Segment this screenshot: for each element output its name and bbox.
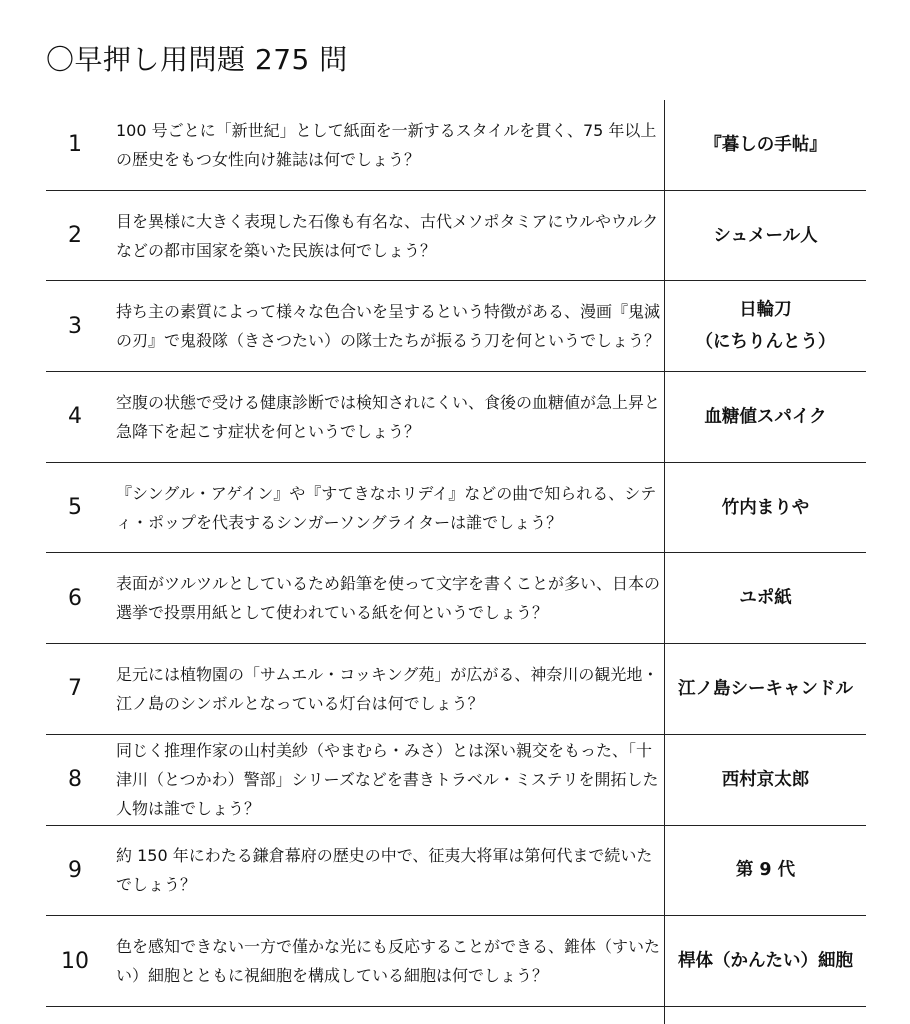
question-text: 色を感知できない一方で僅かな光にも反応することができる、錐体（すいたい）細胞とともに視細胞を構成している細胞は何でしょう？ <box>116 937 661 986</box>
question-table <box>46 100 866 1007</box>
question-number: 10 <box>61 948 89 974</box>
question-row <box>46 100 866 191</box>
question-text: 目を異様に大きく表現した石像も有名な、古代メソポタミアにウルやウルクなどの都市国家を築いた民族は何でしょう？ <box>116 211 659 260</box>
question-text: 表面がツルツルとしているため鉛筆を使って文字を書くことが多い、日本の選挙で投票用紙として使われている紙を何というでしょう？ <box>116 574 661 623</box>
page-title: 〇早押し用問題 275 問 <box>46 43 348 76</box>
question-row <box>46 735 866 826</box>
question-row <box>46 191 866 282</box>
answer-text: 西村京太郎 <box>721 769 810 790</box>
answer-text: 第 9 代 <box>735 860 796 881</box>
question-text: 持ち主の素質によって様々な色合いを呈するという特徴がある、漫画『鬼滅の刃』で鬼殺隊（きさつたい）の隊士たちが振るう刀を何というでしょう？ <box>116 302 661 351</box>
answer-text: 江ノ島シーキャンドル <box>678 678 853 699</box>
answer-text: ユポ紙 <box>739 588 792 609</box>
question-text: 約 150 年にわたる鎌倉幕府の歴史の中で、征夷大将軍は第何代まで続いたでしょう？ <box>116 846 653 895</box>
question-row <box>46 826 866 917</box>
question-row <box>46 644 866 735</box>
question-number: 8 <box>68 767 82 793</box>
question-text: 空腹の状態で受ける健康診断では検知されにくい、食後の血糖値が急上昇と急降下を起こす症状を何というでしょう？ <box>116 392 661 441</box>
question-number: 7 <box>68 676 82 702</box>
question-number: 9 <box>68 857 82 883</box>
answer-text: 血糖値スパイク <box>704 406 827 427</box>
question-row <box>46 281 866 372</box>
question-number: 4 <box>68 404 82 430</box>
question-number: 3 <box>68 313 82 339</box>
question-row <box>46 463 866 554</box>
question-number: 5 <box>68 495 82 521</box>
question-text: 同じく推理作家の山村美紗（やまむら・みさ）とは深い親交をもった、「十津川（とつかわ）警部」シリーズなどを書きトラベル・ミステリを開拓した人物は誰でしょう？ <box>116 741 659 819</box>
question-text: 足元には植物園の「サムエル・コッキング苑」が広がる、神奈川の観光地・江ノ島のシンボルとなっている灯台は何でしょう？ <box>116 664 659 713</box>
answer-text: 竹内まりや <box>721 497 810 518</box>
question-text: 100 号ごとに「新世紀」として紙面を一新するスタイルを貫く、75 年以上の歴史をもつ女性向け雑誌は何でしょう？ <box>116 120 657 169</box>
question-number: 2 <box>68 223 82 249</box>
question-text: 『シングル・アゲイン』や『すてきなホリデイ』などの曲で知られる、シティ・ポップを代表するシンガーソングライターは誰でしょう？ <box>116 483 657 532</box>
question-row <box>46 553 866 644</box>
answer-text: 『暮しの手帖』 <box>704 134 827 155</box>
question-row <box>46 916 866 1007</box>
question-number: 6 <box>68 585 82 611</box>
question-number: 1 <box>68 132 82 158</box>
answer-text: シュメール人 <box>713 225 818 246</box>
question-row <box>46 372 866 463</box>
answer-text: 日輪刀 （にちりんとう） <box>695 300 836 353</box>
answer-text: 桿体（かんたい）細胞 <box>678 951 853 972</box>
